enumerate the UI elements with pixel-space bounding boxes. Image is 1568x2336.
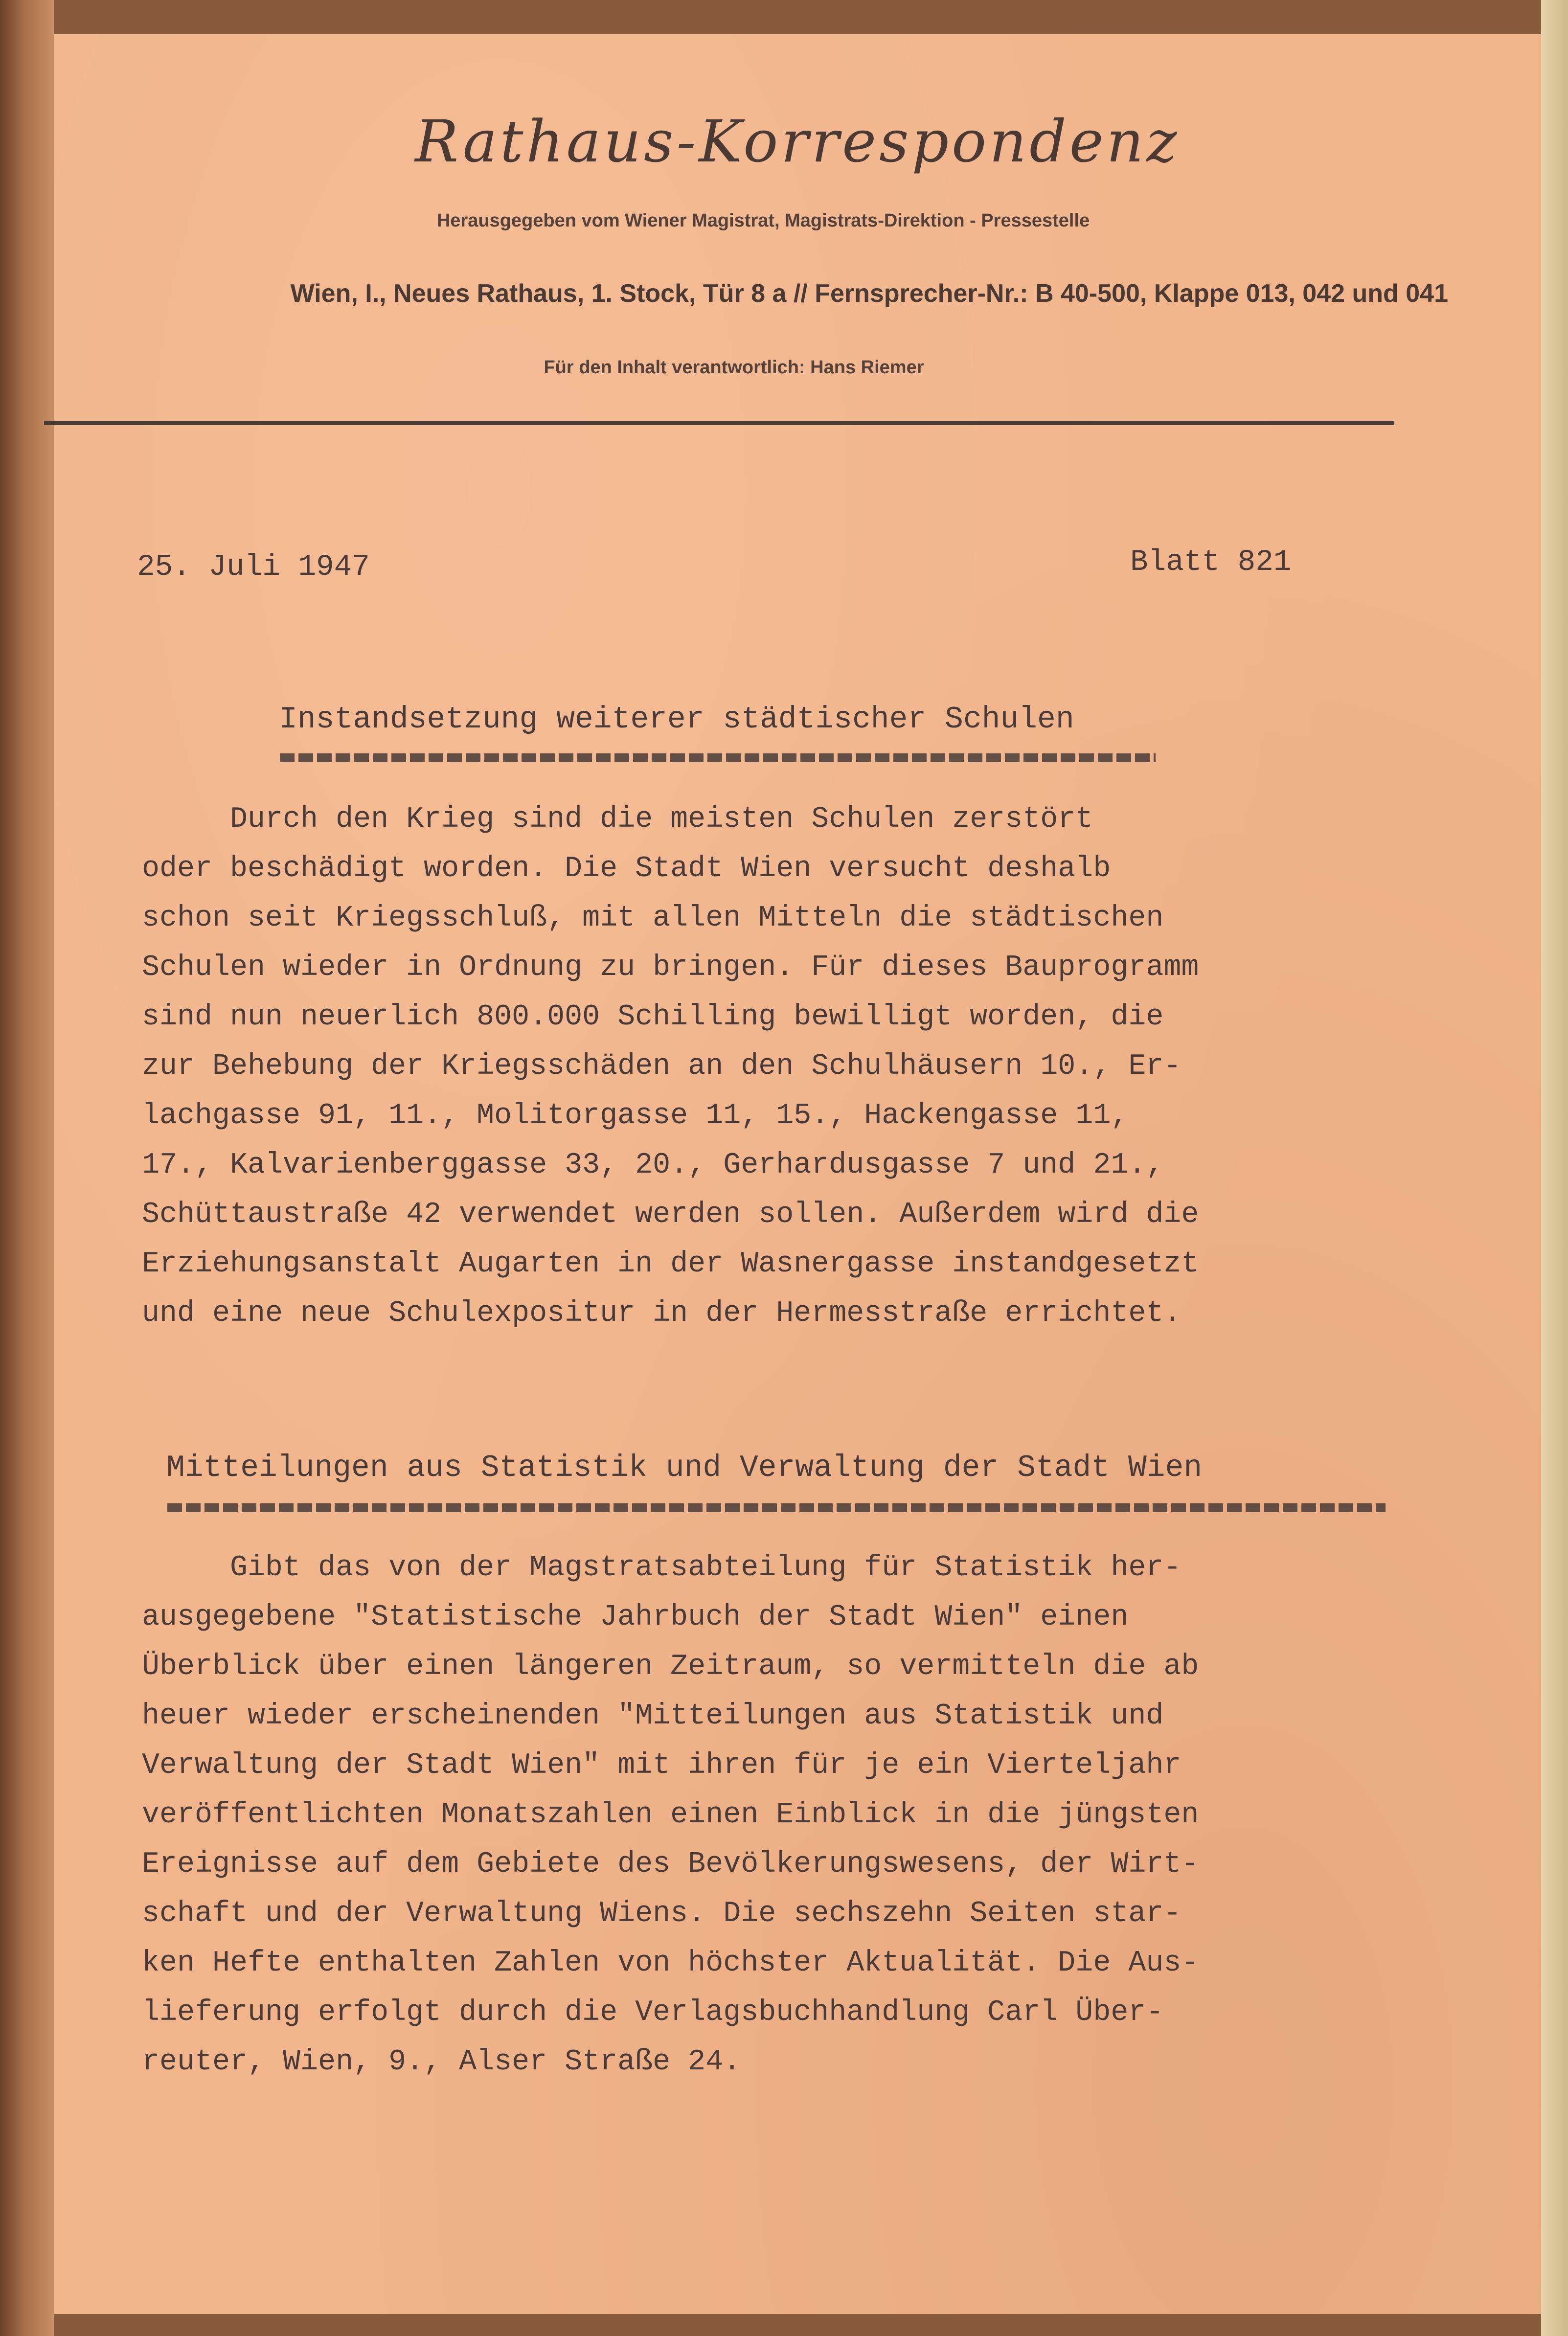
heading-underline: [280, 753, 1156, 762]
text-line: schaft und der Verwaltung Wiens. Die sechszehn Seiten star-: [142, 1897, 1182, 1930]
masthead-title: Rathaus-Korrespondenz: [415, 108, 1180, 175]
article-heading-schools: Instandsetzung weiterer städtischer Schulen: [279, 702, 1074, 737]
text-line: Ereignisse auf dem Gebiete des Bevölkerungswesens, der Wirt-: [142, 1848, 1199, 1881]
article-body-statistics: [142, 1543, 1463, 2087]
text-line: Überblick über einen längeren Zeitraum, so vermitteln die ab: [142, 1650, 1199, 1683]
book-binding-shadow: [0, 0, 54, 2336]
text-line: lieferung erfolgt durch die Verlagsbuchhandlung Carl Über-: [142, 1996, 1164, 2029]
text-line: Verwaltung der Stadt Wien" mit ihren für je ein Vierteljahr: [142, 1749, 1182, 1782]
text-line: zur Behebung der Kriegsschäden an den Schulhäusern 10., Er-: [142, 1050, 1182, 1083]
sheet-number: Blatt 821: [1130, 545, 1292, 579]
heading-underline: [167, 1503, 1386, 1512]
text-line: Durch den Krieg sind die meisten Schulen zerstört: [142, 803, 1093, 836]
article-body-schools: [142, 795, 1463, 1338]
text-line: veröffentlichten Monatszahlen einen Einblick in die jüngsten: [142, 1798, 1199, 1832]
text-line: Schüttaustraße 42 verwendet werden sollen. Außerdem wird die: [142, 1198, 1199, 1231]
text-line: und eine neue Schulexpositur in der Hermesstraße errichtet.: [142, 1297, 1182, 1330]
text-line: 17., Kalvarienberggasse 33, 20., Gerhardusgasse 7 und 21.,: [142, 1149, 1164, 1182]
text-line: reuter, Wien, 9., Alser Straße 24.: [142, 2045, 741, 2079]
page-edge-stack: [1541, 0, 1568, 2336]
document-page: [54, 34, 1541, 2314]
masthead-publisher: Herausgegeben vom Wiener Magistrat, Magistrats-Direktion - Pressestelle: [436, 210, 1090, 231]
issue-date: 25. Juli 1947: [137, 550, 370, 584]
text-line: heuer wieder erscheinenden "Mitteilungen aus Statistik und: [142, 1700, 1164, 1733]
text-line: ken Hefte enthalten Zahlen von höchster Aktualität. Die Aus-: [142, 1947, 1199, 1980]
text-line: ausgegebene "Statistische Jahrbuch der Stadt Wien" einen: [142, 1601, 1129, 1634]
text-line: sind nun neuerlich 800.000 Schilling bewilligt worden, die: [142, 1000, 1164, 1034]
text-line: Schulen wieder in Ordnung zu bringen. Für dieses Bauprogramm: [142, 951, 1199, 984]
text-line: oder beschädigt worden. Die Stadt Wien versucht deshalb: [142, 852, 1111, 885]
article-heading-statistics: Mitteilungen aus Statistik und Verwaltung der Stadt Wien: [166, 1451, 1203, 1485]
text-line: Gibt das von der Magstratsabteilung für Statistik her-: [142, 1551, 1182, 1585]
masthead-address: Wien, I., Neues Rathaus, 1. Stock, Tür 8 a // Fernsprecher-Nr.: B 40-500, Klappe 013, 042 und 041: [290, 279, 1448, 308]
text-line: schon seit Kriegsschluß, mit allen Mitteln die städtischen: [142, 902, 1164, 935]
text-line: Erziehungsanstalt Augarten in der Wasnergasse instandgesetzt: [142, 1247, 1199, 1281]
masthead-rule: [44, 421, 1394, 425]
masthead-responsible: Für den Inhalt verantwortlich: Hans Riemer: [544, 357, 924, 378]
text-line: lachgasse 91, 11., Molitorgasse 11, 15., Hackengasse 11,: [142, 1099, 1129, 1133]
